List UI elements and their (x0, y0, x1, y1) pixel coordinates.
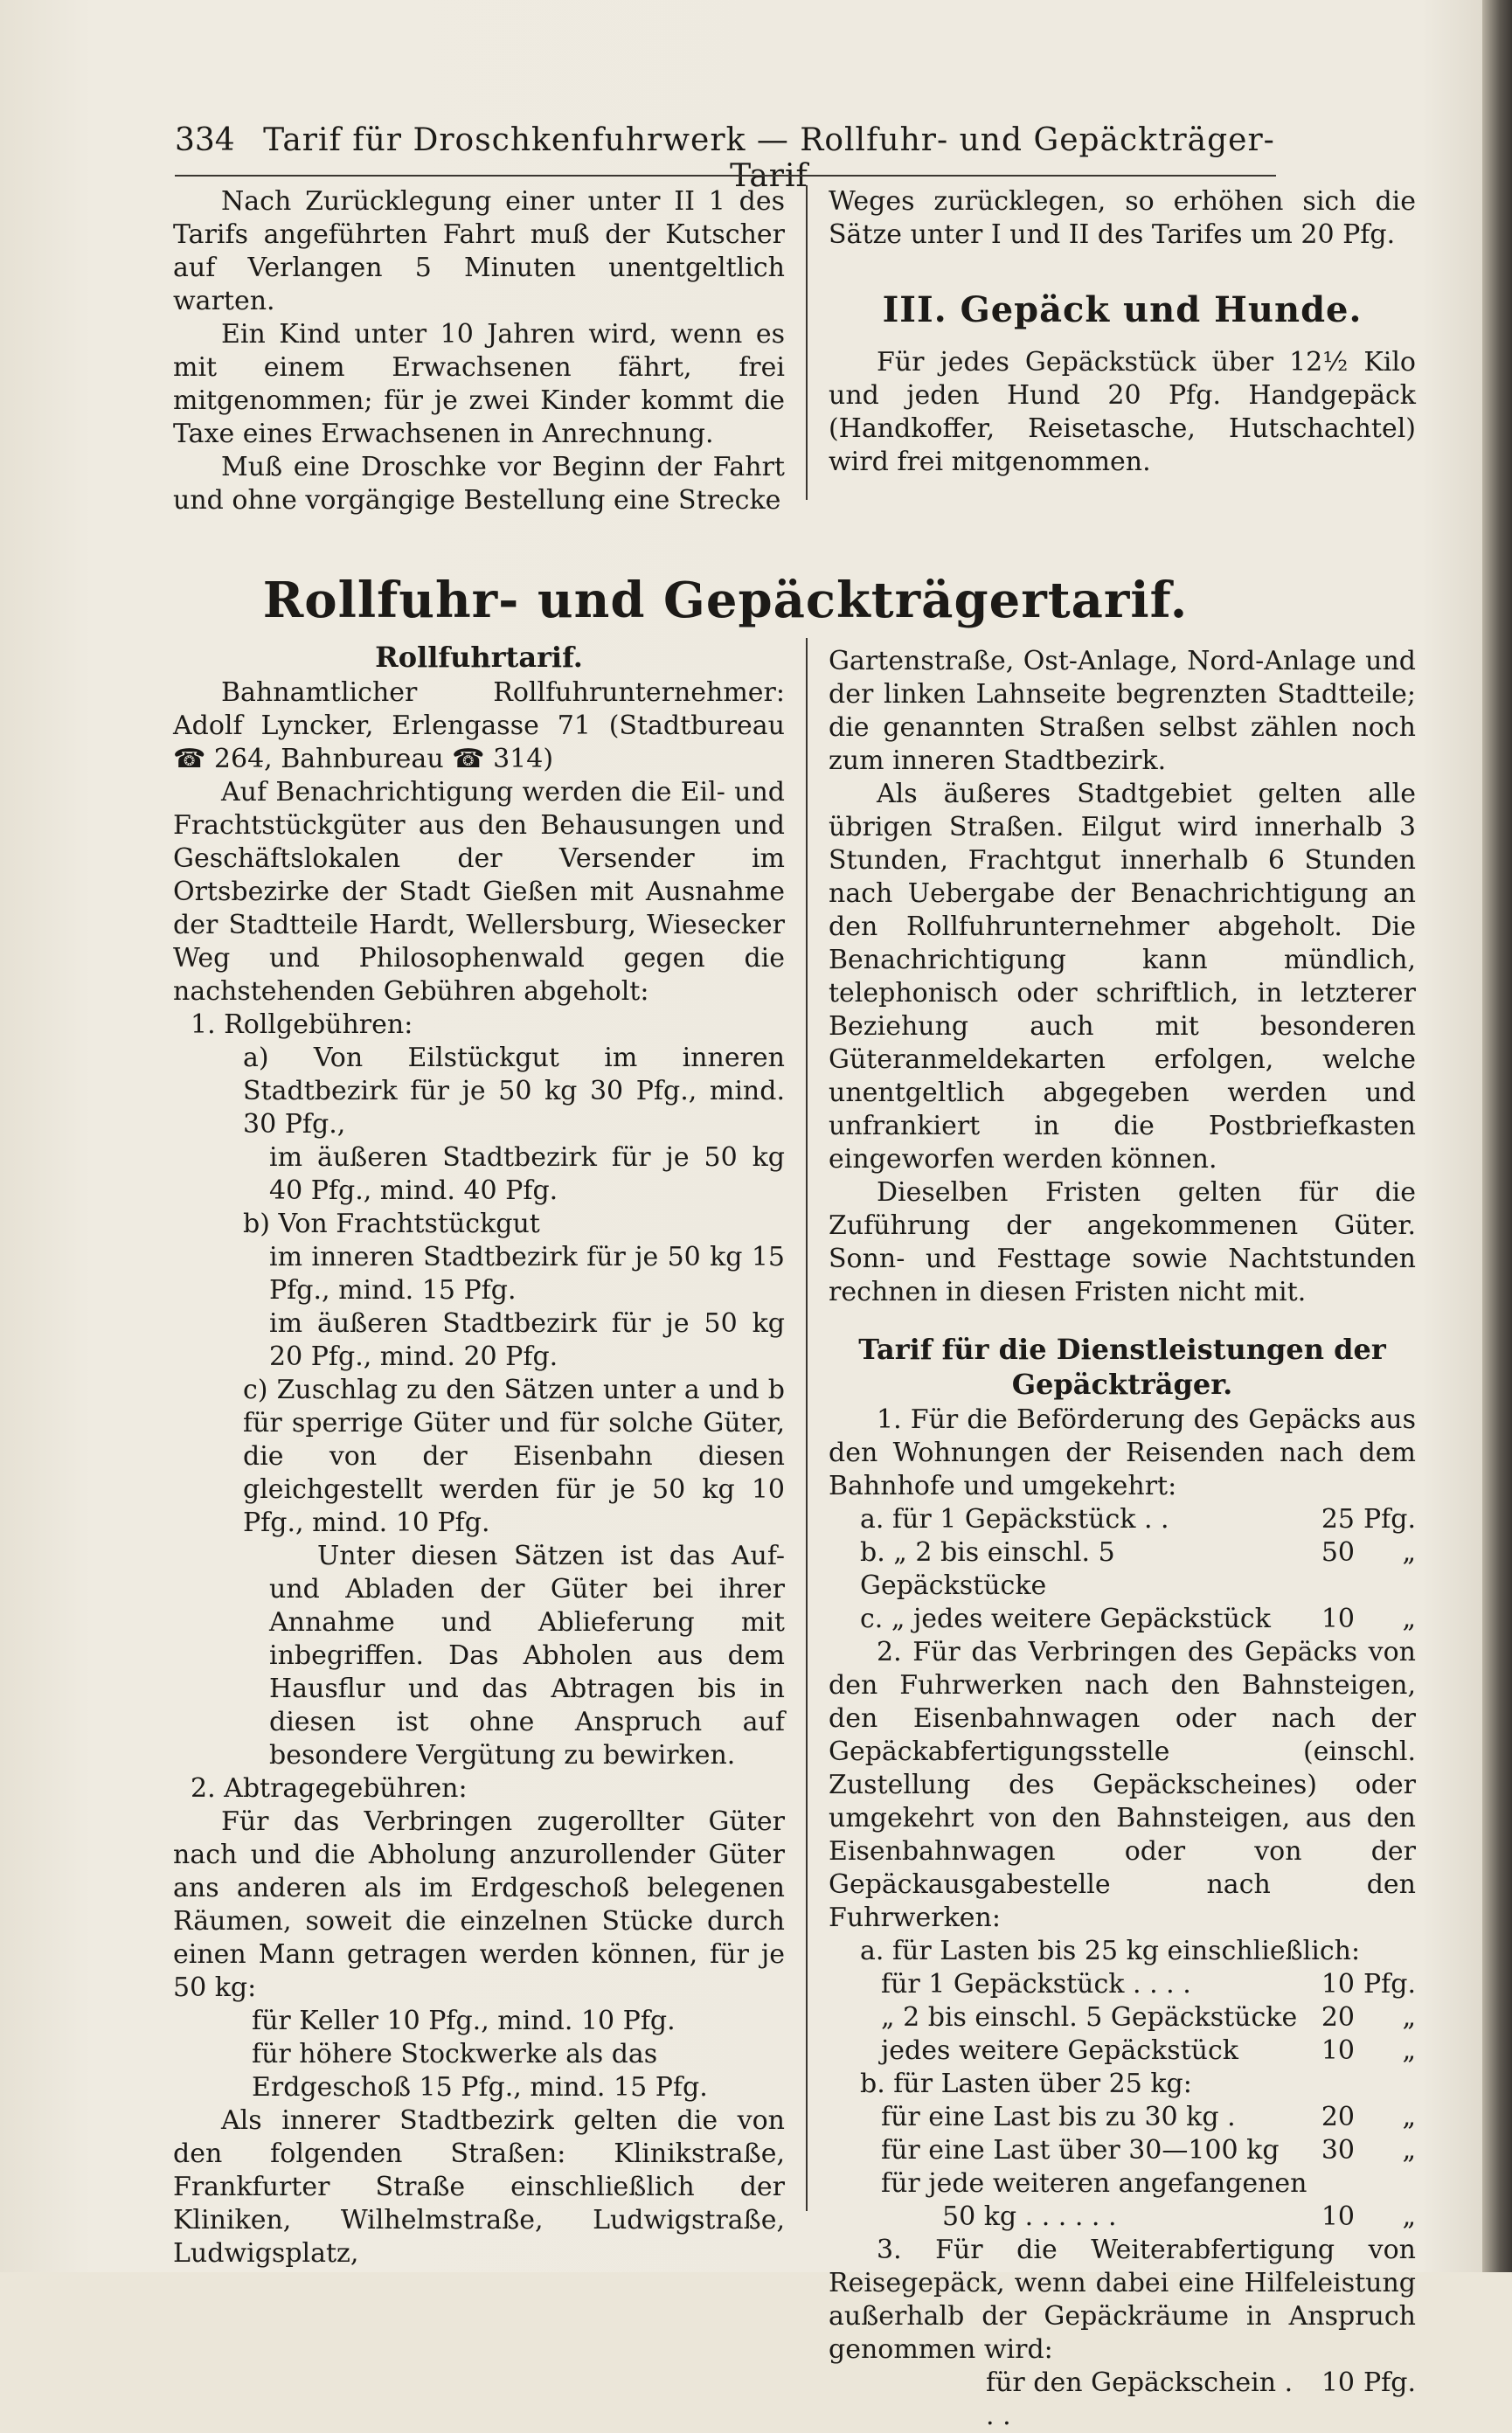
section-title-luggage-dogs: III. Gepäck und Hunde. (882, 289, 1363, 330)
rate-stockwerke: für höhere Stockwerke als das Erdgeschoß 15 Pfg., mind. 15 Pfg. (252, 2039, 708, 2103)
tariff-row-label: b. „ 2 bis einschl. 5 Gepäckstücke (860, 1537, 1115, 1601)
tariff-row-label-continued: für jede weiteren angefangenen (881, 2168, 1307, 2199)
heading-abtragegebuehren: 2. Abtragegebühren: (191, 1773, 468, 1804)
tariff-row-label: für den Gepäckschein . . . (986, 2367, 1294, 2431)
tariff-row-label: a. für 1 Gepäckstück . . (860, 1504, 1169, 1535)
subtitle-gepaecktraeger: Tarif für die Dienstleistungen der Gepäckträger. (858, 1333, 1386, 1401)
left-column (173, 636, 785, 2270)
tariff-row (829, 2101, 1416, 2134)
main-title: Rollfuhr- und Gepäckträgertarif. (262, 572, 1189, 629)
paragraph-notification: Auf Benachrichtigung werden die Eil- und Frachtstückgüter aus den Behausungen und Geschäftslokalen der Versender im Ortsbezirke der Stadt Gießen mit Ausnahme der Stadtteile Hardt, Wellersburg, Wiesecker Weg und Philosophenwald gegen die nachstehenden Gebühren abgeholt: (173, 777, 785, 1007)
tariff-row-value: 20 (1321, 2102, 1355, 2132)
tariff-row (829, 2201, 1416, 2234)
running-header (175, 122, 1276, 194)
carrier-intro: Bahnamtlicher Rollfuhrunternehmer: Adolf Lyncker, Erlengasse 71 (Stadtbureau ☎ 264, Bahnbureau ☎ 314) (173, 677, 785, 774)
tariff-row-unit: „ (1402, 2002, 1416, 2033)
service-3: 3. Für die Weiterabfertigung von Reisegepäck, wenn dabei eine Hilfeleistung außerhalb der Gepäckräume in Anspruch genommen wird: (829, 2235, 1416, 2365)
item-c-zuschlag: c) Zuschlag zu den Sätzen unter a und b für sperrige Güter und für solche Güter, die von der Eisenbahn diesen gleichgestellt werden für je 50 kg 10 Pfg., mind. 10 Pfg. (243, 1375, 785, 1538)
service-1: 1. Für die Beförderung des Gepäcks aus den Wohnungen der Reisenden nach dem Bahnhofe und umgekehrt: (829, 1404, 1416, 1501)
paragraph-luggage: Für jedes Gepäckstück über 12½ Kilo und jeden Hund 20 Pfg. Handgepäck (Handkoffer, Reisetasche, Hutschachtel) wird frei mitgenommen. (829, 347, 1416, 477)
running-title: Tarif für Droschkenfuhrwerk — Rollfuhr- und Gepäckträger-Tarif (263, 122, 1275, 194)
service-2-a-heading: a. für Lasten bis 25 kg einschließlich: (860, 1936, 1361, 1966)
tariff-row-unit: „ (1402, 1537, 1416, 1568)
item-b-frachtstueckgut: b) Von Frachtstückgut (243, 1209, 540, 1239)
tariff-row-label: 50 kg . . . . . . (942, 2201, 1117, 2232)
tariff-row-value: 10 (1321, 2367, 1355, 2398)
tariff-row-value: 25 (1321, 1504, 1355, 1535)
tariff-row-label: für 1 Gepäckstück . . . . (881, 1969, 1191, 2000)
tariff-row (829, 2134, 1416, 2167)
paragraph-abtragen: Für das Verbringen zugerollter Güter nach und die Abholung anzurollender Güter ans anderen als im Erdgeschoß belegenen Räumen, soweit die einzelnen Stücke durch einen Mann getragen werden können, für je 50 kg: (173, 1806, 785, 2003)
paragraph-district-bounds: Gartenstraße, Ost-Anlage, Nord-Anlage und der linken Lahnseite begrenzten Stadtteile; die genannten Straßen selbst zählen noch zum inneren Stadtbezirk. (829, 646, 1416, 776)
tariff-row-unit: „ (1402, 1604, 1416, 1634)
tariff-row (829, 1503, 1416, 1536)
tariff-row-value: 30 (1321, 2135, 1355, 2166)
tariff-row-value: 10 (1321, 2201, 1355, 2232)
tariff-row-value: 10 (1321, 1969, 1355, 2000)
paragraph-droschke: Muß eine Droschke vor Beginn der Fahrt und ohne vorgängige Bestellung eine Strecke (173, 452, 785, 516)
tariff-row-unit: Pfg. (1363, 1504, 1416, 1535)
tariff-row-label: c. „ jedes weitere Gepäckstück (860, 1604, 1271, 1634)
item-b-inner: im inneren Stadtbezirk für je 50 kg 15 Pfg., mind. 15 Pfg. (269, 1242, 785, 1306)
paragraph-deadlines: Dieselben Fristen gelten für die Zuführung der angekommenen Güter. Sonn- und Festtage sowie Nachtstunden rechnen in diesen Fristen nicht mit. (829, 1177, 1416, 1307)
item-b-outer: im äußeren Stadtbezirk für je 50 kg 20 Pfg., mind. 20 Pfg. (269, 1308, 785, 1372)
heading-rollgebuehren: 1. Rollgebühren: (191, 1009, 413, 1040)
tariff-row (829, 1603, 1416, 1636)
header-rule (175, 175, 1276, 177)
tariff-row-value: 10 (1321, 1604, 1355, 1634)
tariff-row-unit: „ (1402, 2201, 1416, 2232)
service-2: 2. Für das Verbringen des Gepäcks von den Fuhrwerken nach den Bahnsteigen, den Eisenbahnwagen oder nach der Gepäckabfertigungsstelle (einschl. Zustellung des Gepäckscheines) oder umgekehrt von den Bahnsteigen, aus den Eisenbahnwagen oder von der Gepäckausgabestelle nach den Fuhrwerken: (829, 1637, 1416, 1933)
rate-keller: für Keller 10 Pfg., mind. 10 Pfg. (252, 2006, 676, 2036)
item-c-note: Unter diesen Sätzen ist das Auf- und Abladen der Güter bei ihrer Annahme und Ablieferung mit inbegriffen. Das Abholen aus dem Hausflur und das Abtragen bis in diesen ist ohne Anspruch auf besondere Vergütung zu bewirken. (269, 1541, 785, 1771)
right-column (829, 645, 1416, 2433)
tariff-row-label: für eine Last über 30—100 kg (881, 2135, 1280, 2166)
paragraph-outer-district: Als äußeres Stadtgebiet gelten alle übrigen Straßen. Eilgut wird innerhalb 3 Stunden, Frachtgut innerhalb 6 Stunden nach Uebergabe der Benachrichtigung an den Rollfuhrunternehmer abgeholt. Die Benachrichtigung kann mündlich, telephonisch oder schriftlich, in letzterer Beziehung auch mit besonderen Güteranmeldekarten erfolgen, welche unentgeltlich abgegeben werden und unfrankiert in die Postbriefkasten eingeworfen werden können. (829, 779, 1416, 1175)
tariff-row-unit: Pfg. (1363, 2367, 1416, 2398)
tariff-row (829, 2367, 1416, 2433)
book-spine-shadow (1482, 0, 1512, 2272)
top-right-column (829, 185, 1416, 479)
tariff-row-label: jedes weitere Gepäckstück (881, 2035, 1238, 2066)
paragraph-inner-district: Als innerer Stadtbezirk gelten die von den folgenden Straßen: Klinikstraße, Frankfurter Straße einschließlich der Kliniken, Wilhelmstraße, Ludwigstraße, Ludwigsplatz, (173, 2105, 785, 2269)
subtitle-rollfuhr: Rollfuhrtarif. (375, 641, 583, 674)
tariff-row (829, 2001, 1416, 2034)
tariff-row (829, 2034, 1416, 2068)
paragraph-children: Ein Kind unter 10 Jahren wird, wenn es mit einem Erwachsenen fährt, frei mitgenommen; für je zwei Kinder kommt die Taxe eines Erwachsenen in Anrechnung. (173, 319, 785, 449)
column-divider (806, 638, 808, 2211)
tariff-row (829, 1968, 1416, 2001)
tariff-row (829, 1536, 1416, 1603)
tariff-row-unit: „ (1402, 2135, 1416, 2166)
tariff-row-unit: Pfg. (1363, 1969, 1416, 2000)
tariff-row-value: 20 (1321, 2002, 1355, 2033)
tariff-row-unit: „ (1402, 2035, 1416, 2066)
tariff-row-value: 50 (1321, 1537, 1355, 1568)
tariff-row-label: für eine Last bis zu 30 kg . (881, 2102, 1236, 2132)
paragraph-waiting: Nach Zurücklegung einer unter II 1 des Tarifs angeführten Fahrt muß der Kutscher auf Verlangen 5 Minuten unentgeltlich warten. (173, 186, 785, 316)
tariff-row-value: 10 (1321, 2035, 1355, 2066)
tariff-row-label: „ 2 bis einschl. 5 Gepäckstücke (881, 2002, 1298, 2033)
top-left-column (173, 185, 785, 517)
tariff-row-unit: „ (1402, 2102, 1416, 2132)
top-column-divider (806, 185, 808, 500)
item-a-eilstueckgut: a) Von Eilstückgut im inneren Stadtbezirk für je 50 kg 30 Pfg., mind. 30 Pfg., (243, 1043, 785, 1140)
page-number: 334 (175, 122, 235, 158)
item-a-outer: im äußeren Stadtbezirk für je 50 kg 40 Pfg., mind. 40 Pfg. (269, 1142, 785, 1206)
service-2-b-heading: b. für Lasten über 25 kg: (860, 2069, 1192, 2099)
paragraph-surcharge: Weges zurücklegen, so erhöhen sich die Sätze unter I und II des Tarifes um 20 Pfg. (829, 186, 1416, 250)
